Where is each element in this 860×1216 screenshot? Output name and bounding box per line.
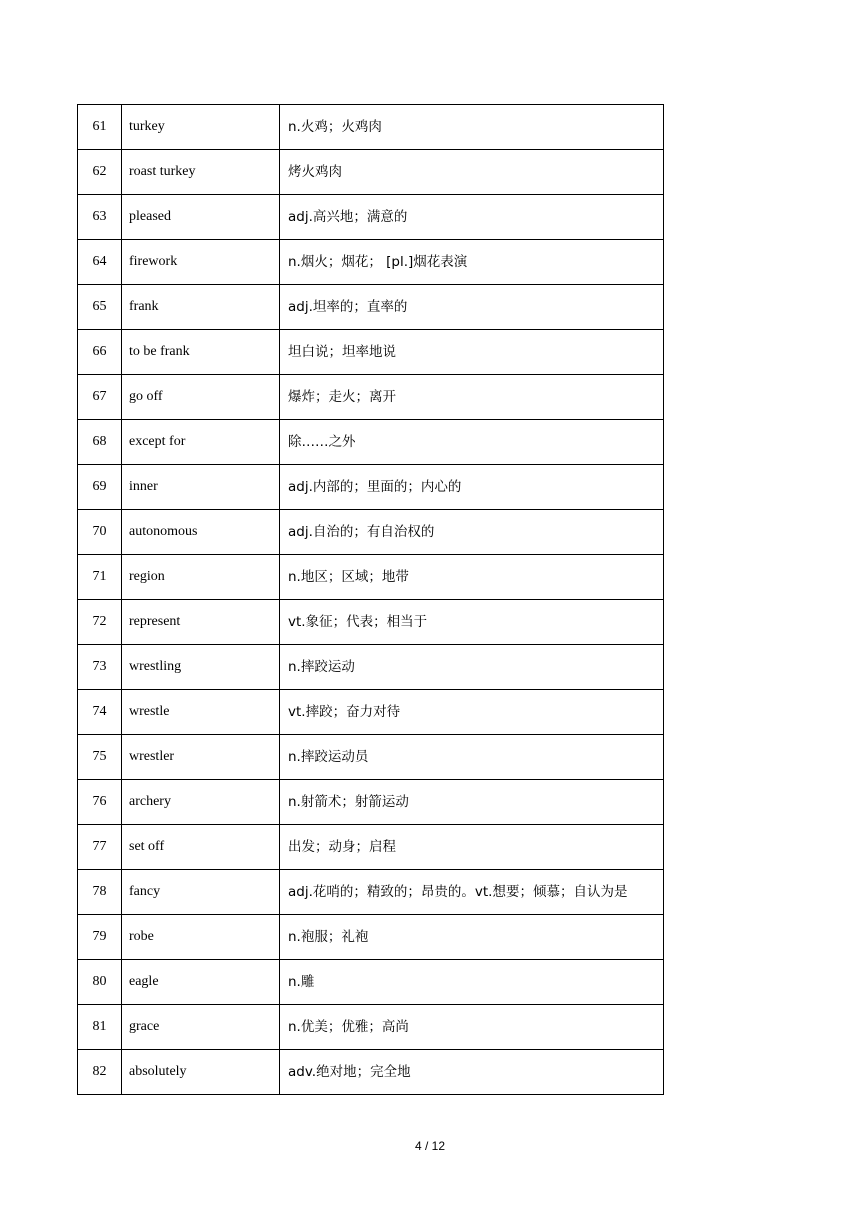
table-row	[78, 870, 664, 915]
row-number: 82	[78, 1050, 122, 1095]
table-row	[78, 420, 664, 465]
english-word: frank	[122, 285, 280, 330]
chinese-meaning: 爆炸；走火；离开	[280, 375, 664, 420]
table-row	[78, 375, 664, 420]
chinese-meaning: n.摔跤运动员	[280, 735, 664, 780]
english-word: represent	[122, 600, 280, 645]
table-row	[78, 330, 664, 375]
english-word: autonomous	[122, 510, 280, 555]
row-number: 78	[78, 870, 122, 915]
row-number: 63	[78, 195, 122, 240]
chinese-meaning: n.射箭术；射箭运动	[280, 780, 664, 825]
table-row	[78, 960, 664, 1005]
chinese-meaning: adj.花哨的；精致的；昂贵的。vt.想要；倾慕；自认为是	[280, 870, 664, 915]
vocabulary-table	[77, 104, 664, 1095]
table-row	[78, 285, 664, 330]
english-word: except for	[122, 420, 280, 465]
english-word: go off	[122, 375, 280, 420]
row-number: 73	[78, 645, 122, 690]
table-row	[78, 240, 664, 285]
english-word: absolutely	[122, 1050, 280, 1095]
chinese-meaning: n.地区；区域；地带	[280, 555, 664, 600]
chinese-meaning: 出发；动身；启程	[280, 825, 664, 870]
row-number: 67	[78, 375, 122, 420]
english-word: wrestling	[122, 645, 280, 690]
row-number: 62	[78, 150, 122, 195]
row-number: 66	[78, 330, 122, 375]
english-word: fancy	[122, 870, 280, 915]
row-number: 80	[78, 960, 122, 1005]
table-row	[78, 600, 664, 645]
english-word: archery	[122, 780, 280, 825]
english-word: turkey	[122, 105, 280, 150]
english-word: set off	[122, 825, 280, 870]
row-number: 75	[78, 735, 122, 780]
chinese-meaning: adj.自治的；有自治权的	[280, 510, 664, 555]
chinese-meaning: n.火鸡；火鸡肉	[280, 105, 664, 150]
chinese-meaning: adj.坦率的；直率的	[280, 285, 664, 330]
row-number: 79	[78, 915, 122, 960]
row-number: 64	[78, 240, 122, 285]
chinese-meaning: n.雕	[280, 960, 664, 1005]
table-row	[78, 645, 664, 690]
table-row	[78, 735, 664, 780]
row-number: 74	[78, 690, 122, 735]
table-row	[78, 1005, 664, 1050]
table-row	[78, 780, 664, 825]
chinese-meaning: n.摔跤运动	[280, 645, 664, 690]
chinese-meaning: vt.摔跤；奋力对待	[280, 690, 664, 735]
row-number: 70	[78, 510, 122, 555]
chinese-meaning: 烤火鸡肉	[280, 150, 664, 195]
table-row	[78, 690, 664, 735]
table-row	[78, 555, 664, 600]
table-row	[78, 465, 664, 510]
english-word: eagle	[122, 960, 280, 1005]
chinese-meaning: adj.高兴地；满意的	[280, 195, 664, 240]
page-number: 4 / 12	[414, 1139, 446, 1153]
chinese-meaning: n.袍服；礼袍	[280, 915, 664, 960]
chinese-meaning: 除……之外	[280, 420, 664, 465]
table-row	[78, 195, 664, 240]
table-row	[78, 105, 664, 150]
english-word: grace	[122, 1005, 280, 1050]
english-word: region	[122, 555, 280, 600]
table-row	[78, 915, 664, 960]
english-word: firework	[122, 240, 280, 285]
row-number: 76	[78, 780, 122, 825]
row-number: 81	[78, 1005, 122, 1050]
english-word: roast turkey	[122, 150, 280, 195]
table-row	[78, 150, 664, 195]
english-word: inner	[122, 465, 280, 510]
row-number: 69	[78, 465, 122, 510]
chinese-meaning: adv.绝对地；完全地	[280, 1050, 664, 1095]
english-word: robe	[122, 915, 280, 960]
english-word: wrestle	[122, 690, 280, 735]
chinese-meaning: n.优美；优雅；高尚	[280, 1005, 664, 1050]
table-row	[78, 825, 664, 870]
english-word: pleased	[122, 195, 280, 240]
row-number: 61	[78, 105, 122, 150]
row-number: 72	[78, 600, 122, 645]
row-number: 68	[78, 420, 122, 465]
english-word: to be frank	[122, 330, 280, 375]
row-number: 77	[78, 825, 122, 870]
chinese-meaning: n.烟火；烟花； [pl.]烟花表演	[280, 240, 664, 285]
chinese-meaning: vt.象征；代表；相当于	[280, 600, 664, 645]
row-number: 71	[78, 555, 122, 600]
table-row	[78, 510, 664, 555]
vocabulary-table-body	[78, 105, 664, 1095]
english-word: wrestler	[122, 735, 280, 780]
table-row	[78, 1050, 664, 1095]
chinese-meaning: 坦白说；坦率地说	[280, 330, 664, 375]
chinese-meaning: adj.内部的；里面的；内心的	[280, 465, 664, 510]
row-number: 65	[78, 285, 122, 330]
